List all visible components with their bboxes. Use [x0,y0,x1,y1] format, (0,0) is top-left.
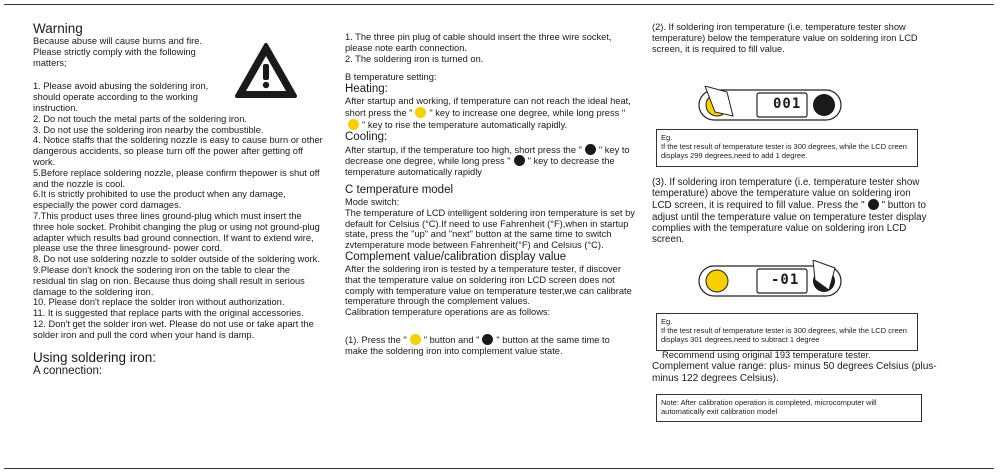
warning-item: 8. Do not use soldering nozzle to solder outside of the soldering work. [33,254,320,265]
cooling-title: Cooling: [345,130,388,143]
up-button-icon [415,107,426,118]
conn-step: 1. The three pin plug of cable should insert the three wire socket, please note earth connection. [345,32,612,53]
warning-item: 7.This product uses three lines ground-plug which must insert the three hole socket. Prohibit changing the plug or using not ground-plug adapter which results bad ground connection. If want to extend wire, please use the three linesground- power cord. [33,210,320,254]
comp-text: After the soldering iron is tested by a temperature tester, if discover that the temperature value on soldering iron LCD screen does not comply with temperature value on temperature tester,we can calibrate temperature through the complement values. [345,263,632,307]
warning-item: 5.Before replace soldering nozzle, please confirm thepower is shut off and the nozzle is cool. [33,167,320,189]
example-label: Eg. [661,317,673,326]
heating-title: Heating: [345,83,388,96]
mode-switch-label: Mode switch: [345,196,400,207]
step-2-text: (2). If soldering iron temperature (i.e. temperature tester show temperature) below the temperature value on soldering iron LCD screen, it is required to fill value. [652,22,918,54]
step-3: (3). If soldering iron temperature (i.e. temperature tester show temperature) above the temperature value on soldering iron LCD screen, it is required to fill value. Press the " " button to adjust until the temperature value on temperature tester display complies with the temperature value on soldering iron LCD screen. [652,177,927,246]
cal-ops: Calibration temperature operations are as follows: [345,307,551,318]
warning-item: 3. Do not use the soldering iron nearby the combustible. [33,124,264,135]
heating-text: After startup and working, if temperature can not reach the ideal heat, short press the " " key to increase one degree, while long press "" key to rise the temperature automatically rapidly. [345,96,631,130]
note-text: Note: After calibration operation is completed, microcomputer will automatically exit calibration model [661,398,877,416]
example-text: If the test result of temperature tester is 300 degrees, while the LCD creen displays 301 degrees,need to subtract 1 degree [661,326,907,344]
conn-step: 2. The soldering iron is turned on. [345,53,484,64]
example-text: If the test result of temperature tester is 300 degrees, while the LCD creen displays 299 degrees,need to add 1 degree. [661,142,907,160]
cooling-text: After startup, if the temperature too high, short press the " " key to decrease one degree, while long press " " key to decrease the temperature automatically rapidly [345,144,630,178]
range-text: Complement value range: plus- minus 50 degrees Celsius (plus-minus 122 degrees Celsius). [652,360,937,384]
down-button-icon [482,334,493,345]
intro-line: Please strictly comply with the following [33,46,196,57]
up-button-icon [348,119,359,130]
down-button-icon [868,199,879,210]
example-label: Eg. [661,133,673,142]
soldering-station-diagram [697,86,847,126]
up-button-icon [410,334,421,345]
lcd-readout: 001 [773,96,802,112]
c-title: C temperature model [345,183,454,196]
intro-line: Because abuse will cause burns and fire. [33,36,202,46]
device-body-icon [697,86,847,126]
warning-item: 9.Please don't knock the sodering iron on the table to clear the residual tin slag on rion. Because thus doing shall result in serious damage to the soldering iron. [33,264,305,297]
warning-intro [33,36,233,68]
using-title: Using soldering iron: [33,349,157,365]
b-title: B temperature setting: [345,72,437,83]
warning-item: 2. Do not touch the metal parts of the soldering iron. [33,113,247,124]
note-box [656,394,922,422]
warning-item: 1. Please avoid abusing the soldering iron, should operate according to the working instruction. [33,81,209,113]
down-button-icon [585,144,596,155]
mode-text: The temperature of LCD intelligent soldering iron temperature is set by default for Celsius (°C).If need to use Fahrenheit (°F),when in startup state, press the "up" and "next" button at the same time to switch zvtemperature mode between Fahrenheit(°F) and Celsius (°C). [345,207,635,251]
down-button-icon [514,155,525,166]
intro-line: matters; [33,57,67,68]
warning-item: 6.It is strictly prohibited to use the product when any damage, especially the power cord damages. [33,189,286,211]
soldering-station-diagram [697,260,847,300]
connection-label: A connection: [33,364,103,377]
comp-title: Complement value/calibration display value [345,250,567,263]
warning-item: 4. Notice staffs that the soldering nozzle is easy to cause burn or other dangerous accidents, so please turn off the power after getting off work. [33,135,323,167]
column-calibration [652,22,922,54]
warning-item: 12. Don't get the solder iron wet. Please do not use or take apart the solder iron and pull the cord when your hand is damp. [33,318,314,340]
warning-item: 11. It is suggested that replace parts with the original accessories. [33,308,304,319]
example-box-1 [656,129,918,167]
warning-item: 10. Please don't replace the solder iron without authorization. [33,297,285,308]
press-step: (1). Press the " " button and " " button at the same time to make the soldering iron into complement value state. [345,334,610,356]
warning-icon [234,42,298,100]
recommend-text: Recommend using original 193 temperature tester. [662,350,871,360]
example-box-2 [656,313,918,351]
column-settings [345,32,635,357]
recommend-block [652,350,937,385]
warning-title: Warning [33,21,83,36]
lcd-readout: -01 [771,272,800,288]
